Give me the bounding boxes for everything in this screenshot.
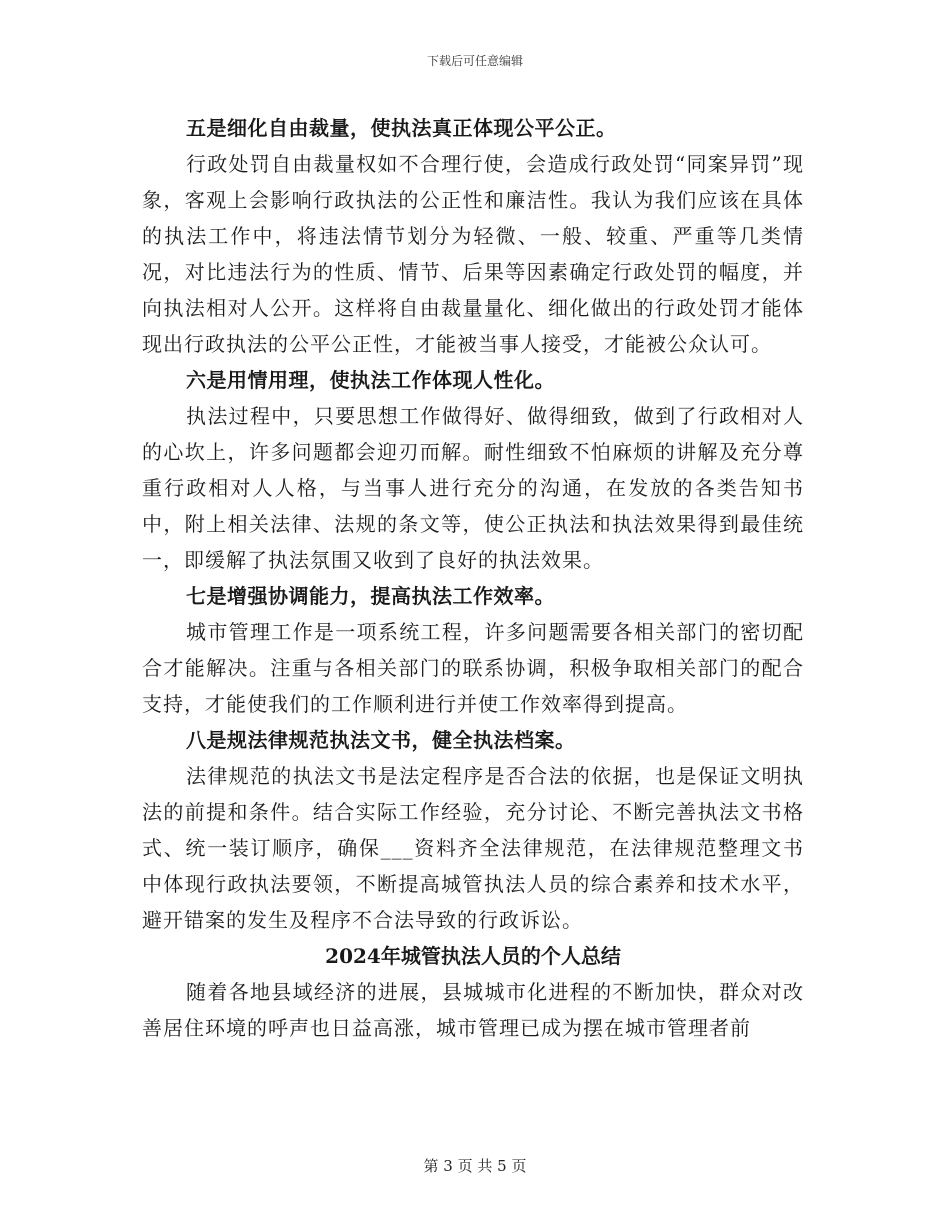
document-title: 2024年城管执法人员的个人总结 xyxy=(325,944,621,968)
page-header: 下载后可任意编辑 xyxy=(426,54,523,68)
section-heading-6: 六是用情用理，使执法工作体现人性化。 xyxy=(186,368,555,392)
section-paragraph-7: 城市管理工作是一项系统工程，许多问题需要各相关部门的密切配合才能解决。注重与各相关部门的联系协调，积极争取相关部门的配合支持，才能使我们的工作顺利进行并使工作效率得到提高。 xyxy=(142,620,804,716)
section-paragraph-8: 法律规范的执法文书是法定程序是否合法的依据，也是保证文明执法的前提和条件。结合实际工作经验，充分讨论、不断完善执法文书格式、统一装订顺序，确保___资料齐全法律规范，在法律规范整理文书中体现行政执法要领，不断提高城管执法人员的综合素养和技术水平，避开错案的发生及程序不合法导致的行政诉讼。 xyxy=(142,764,804,932)
section-heading-7: 七是增强协调能力，提高执法工作效率。 xyxy=(186,584,555,608)
section-heading-8: 八是规法律规范执法文书，健全执法档案。 xyxy=(186,728,576,752)
section-paragraph-6: 执法过程中，只要思想工作做得好、做得细致，做到了行政相对人的心坎上，许多问题都会迎刃而解。耐性细致不怕麻烦的讲解及充分尊重行政相对人人格，与当事人进行充分的沟通，在发放的各类告知书中，附上相关法律、法规的条文等，使公正执法和执法效果得到最佳统一，即缓解了执法氛围又收到了良好的执法效果。 xyxy=(142,404,804,572)
intro-paragraph: 随着各地县域经济的进展，县城城市化进程的不断加快，群众对改善居住环境的呼声也日益高涨，城市管理已成为摆在城市管理者前 xyxy=(142,980,804,1040)
page-footer: 第 3 页 共 5 页 xyxy=(423,1157,527,1175)
document-body xyxy=(142,110,804,1046)
section-paragraph-5: 行政处罚自由裁量权如不合理行使，会造成行政处罚“同案异罚”现象，客观上会影响行政执法的公正性和廉洁性。我认为我们应该在具体的执法工作中，将违法情节划分为轻微、一般、较重、严重等几类情况，对比违法行为的性质、情节、后果等因素确定行政处罚的幅度，并向执法相对人公开。这样将自由裁量量化、细化做出的行政处罚才能体现出行政执法的公平公正性，才能被当事人接受，才能被公众认可。 xyxy=(142,152,804,356)
section-heading-5: 五是细化自由裁量，使执法真正体现公平公正。 xyxy=(186,116,617,140)
